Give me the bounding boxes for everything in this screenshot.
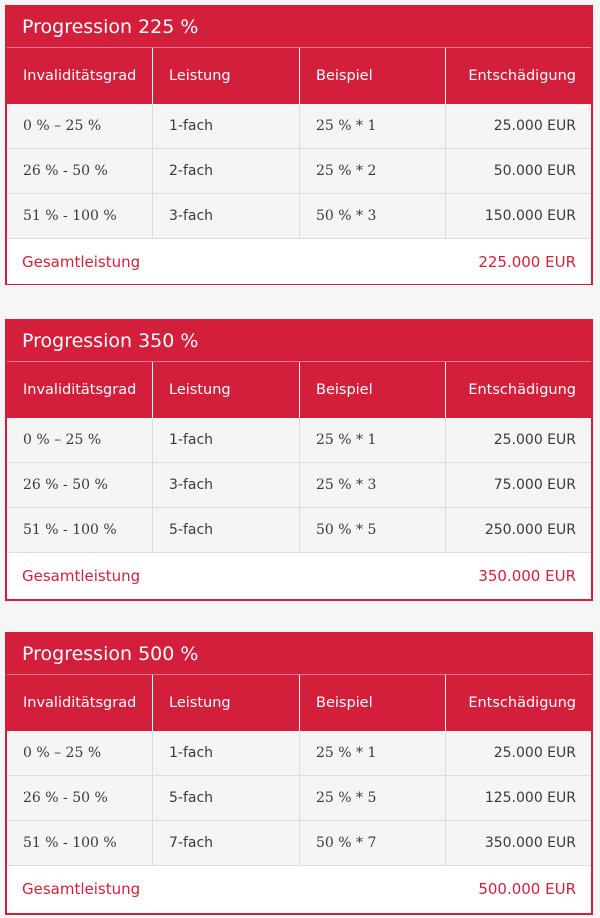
cell-leistung: 1-fach <box>153 731 300 775</box>
table-row <box>7 731 591 776</box>
cell-beispiel: 25 % * 3 <box>300 463 446 507</box>
cell-entschaedigung: 350.000 EUR <box>484 835 576 851</box>
cell-entschaedigung: 75.000 EUR <box>493 477 576 493</box>
cell-beispiel: 25 % * 2 <box>300 149 446 193</box>
table-row <box>7 821 591 866</box>
total-value: 350.000 EUR <box>478 566 576 585</box>
total-label: Gesamtleistung <box>22 252 141 271</box>
header-beispiel: Beispiel <box>300 48 446 104</box>
progression-table-500 <box>5 632 593 915</box>
header-beispiel: Beispiel <box>300 362 446 418</box>
cell-entschaedigung: 150.000 EUR <box>484 208 576 224</box>
table-row <box>7 104 591 149</box>
cell-invaliditaetsgrad: 26 % - 50 % <box>7 463 153 507</box>
cell-entschaedigung: 25.000 EUR <box>493 118 576 134</box>
table-header-row <box>7 362 591 418</box>
cell-invaliditaetsgrad: 0 % – 25 % <box>7 731 153 775</box>
table-row <box>7 149 591 194</box>
cell-entschaedigung: 125.000 EUR <box>484 790 576 806</box>
table-header-row <box>7 48 591 104</box>
progression-table-350 <box>5 319 593 601</box>
cell-invaliditaetsgrad: 51 % - 100 % <box>7 508 153 552</box>
cell-beispiel: 50 % * 5 <box>300 508 446 552</box>
total-row <box>7 553 591 598</box>
cell-beispiel: 50 % * 7 <box>300 821 446 865</box>
cell-invaliditaetsgrad: 0 % – 25 % <box>7 418 153 462</box>
table-row <box>7 508 591 553</box>
cell-beispiel: 25 % * 1 <box>300 731 446 775</box>
table-header-row <box>7 675 591 731</box>
cell-leistung: 5-fach <box>153 776 300 820</box>
total-row <box>7 239 591 284</box>
header-entschaedigung: Entschädigung <box>468 382 576 398</box>
header-invaliditaetsgrad: Invaliditätsgrad <box>7 675 153 731</box>
header-beispiel: Beispiel <box>300 675 446 731</box>
table-title: Progression 350 % <box>7 321 591 362</box>
cell-entschaedigung: 25.000 EUR <box>493 432 576 448</box>
table-title: Progression 225 % <box>7 7 591 48</box>
table-title: Progression 500 % <box>7 634 591 675</box>
total-value: 500.000 EUR <box>478 879 576 898</box>
total-row <box>7 866 591 911</box>
header-entschaedigung: Entschädigung <box>468 68 576 84</box>
table-row <box>7 776 591 821</box>
header-invaliditaetsgrad: Invaliditätsgrad <box>7 48 153 104</box>
table-row <box>7 418 591 463</box>
progression-table-225 <box>5 5 593 285</box>
header-leistung: Leistung <box>153 48 300 104</box>
cell-beispiel: 25 % * 1 <box>300 418 446 462</box>
cell-entschaedigung: 25.000 EUR <box>493 745 576 761</box>
cell-leistung: 2-fach <box>153 149 300 193</box>
cell-leistung: 1-fach <box>153 104 300 148</box>
total-value: 225.000 EUR <box>478 252 576 271</box>
cell-leistung: 1-fach <box>153 418 300 462</box>
table-row <box>7 463 591 508</box>
cell-leistung: 3-fach <box>153 463 300 507</box>
cell-leistung: 5-fach <box>153 508 300 552</box>
cell-invaliditaetsgrad: 26 % - 50 % <box>7 149 153 193</box>
total-label: Gesamtleistung <box>22 566 141 585</box>
cell-beispiel: 50 % * 3 <box>300 194 446 238</box>
table-row <box>7 194 591 239</box>
cell-entschaedigung: 250.000 EUR <box>484 522 576 538</box>
cell-invaliditaetsgrad: 26 % - 50 % <box>7 776 153 820</box>
cell-invaliditaetsgrad: 51 % - 100 % <box>7 821 153 865</box>
header-leistung: Leistung <box>153 362 300 418</box>
cell-beispiel: 25 % * 1 <box>300 104 446 148</box>
cell-leistung: 3-fach <box>153 194 300 238</box>
total-label: Gesamtleistung <box>22 879 141 898</box>
cell-invaliditaetsgrad: 0 % – 25 % <box>7 104 153 148</box>
cell-invaliditaetsgrad: 51 % - 100 % <box>7 194 153 238</box>
header-leistung: Leistung <box>153 675 300 731</box>
cell-beispiel: 25 % * 5 <box>300 776 446 820</box>
header-entschaedigung: Entschädigung <box>468 695 576 711</box>
cell-leistung: 7-fach <box>153 821 300 865</box>
cell-entschaedigung: 50.000 EUR <box>493 163 576 179</box>
header-invaliditaetsgrad: Invaliditätsgrad <box>7 362 153 418</box>
